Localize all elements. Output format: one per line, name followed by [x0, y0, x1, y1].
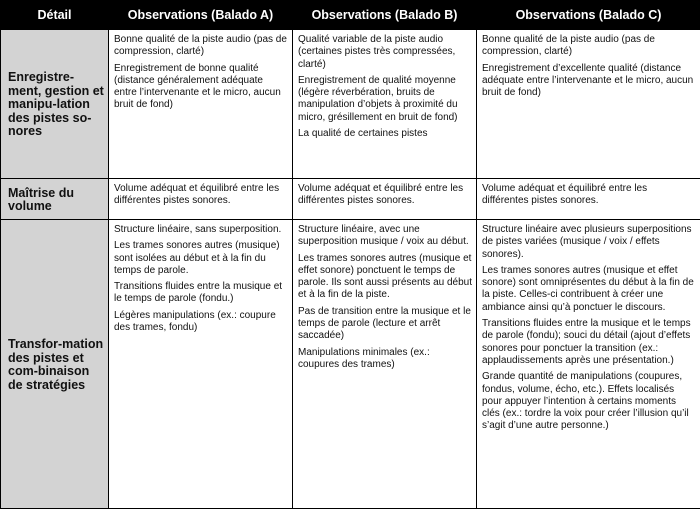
row-detail-label: Enregistre-ment, gestion et manipu-lation des pistes so-nores [1, 30, 109, 179]
cell-paragraph: Grande quantité de manipulations (coupures, fondus, volume, écho, etc.). Effets localisés pour appuyer l’intention à certains moments clés (ex.: tordre la voix pour créer l’illusion qu’il s’agit d’une autre personne.) [482, 371, 696, 432]
table-row [1, 179, 700, 220]
header-balado-c: Observations (Balado C) [477, 1, 700, 30]
cell-paragraph: Qualité variable de la piste audio (certaines pistes très compressées, clarté) [298, 34, 472, 71]
header-balado-a: Observations (Balado A) [109, 1, 293, 30]
header-detail: Détail [1, 1, 109, 30]
cell-balado-c [477, 220, 700, 509]
cell-paragraph: Les trames sonores autres (musique) sont isolées au début et à la fin du temps de parole. [114, 240, 288, 277]
row-detail-label: Maîtrise du volume [1, 179, 109, 220]
cell-paragraph: Les trames sonores autres (musique et effet sonore) sont omniprésentes du début à la fin de la piste. Celles-ci contribuent à créer une ambiance ainsi qu’à ponctuer le discours. [482, 265, 696, 314]
cell-paragraph: Volume adéquat et équilibré entre les différentes pistes sonores. [482, 183, 696, 208]
cell-paragraph: Pas de transition entre la musique et le temps de parole (lecture et arrêt saccadée) [298, 306, 472, 343]
cell-paragraph: Enregistrement de bonne qualité (distance généralement adéquate entre l’intervenante et le micro, aucun bruit de fond) [114, 63, 288, 112]
cell-paragraph: Les trames sonores autres (musique et effet sonore) ponctuent le temps de parole. Ils sont aussi présents au début et à la fin de la piste. [298, 253, 472, 302]
header-balado-b: Observations (Balado B) [293, 1, 477, 30]
cell-balado-b [293, 220, 477, 509]
cell-paragraph: La qualité de certaines pistes [298, 128, 472, 140]
cell-paragraph: Enregistrement de qualité moyenne (légère réverbération, bruits de manipulation d’objets à proximité du micro, grésillement en bruit de fond) [298, 75, 472, 124]
cell-paragraph: Légères manipulations (ex.: coupure des trames, fondu) [114, 310, 288, 335]
table-row [1, 30, 700, 179]
cell-paragraph: Transitions fluides entre la musique et le temps de parole (fondu.) [114, 281, 288, 306]
cell-balado-a [109, 179, 293, 220]
cell-balado-b [293, 179, 477, 220]
cell-paragraph: Volume adéquat et équilibré entre les différentes pistes sonores. [298, 183, 472, 208]
cell-paragraph: Structure linéaire, sans superposition. [114, 224, 288, 236]
cell-paragraph: Bonne qualité de la piste audio (pas de compression, clarté) [114, 34, 288, 59]
cell-paragraph: Manipulations minimales (ex.: coupures des trames) [298, 347, 472, 372]
cell-paragraph: Enregistrement d’excellente qualité (distance adéquate entre l’intervenante et le micro, aucun bruit de fond) [482, 63, 696, 100]
cell-paragraph: Volume adéquat et équilibré entre les différentes pistes sonores. [114, 183, 288, 208]
cell-balado-a [109, 30, 293, 179]
cell-paragraph: Structure linéaire, avec une superposition musique / voix au début. [298, 224, 472, 249]
cell-balado-a [109, 220, 293, 509]
cell-paragraph: Structure linéaire avec plusieurs superpositions de pistes variées (musique / voix / effets sonores). [482, 224, 696, 261]
cell-paragraph: Transitions fluides entre la musique et le temps de parole (fondu); souci du détail (ajout d’effets sonores pour ponctuer la transition (ex.: applaudissements après une présentation.) [482, 318, 696, 367]
cell-balado-c [477, 179, 700, 220]
cell-balado-c [477, 30, 700, 179]
header-row [1, 1, 700, 30]
cell-paragraph: Bonne qualité de la piste audio (pas de compression, clarté) [482, 34, 696, 59]
row-detail-label: Transfor-mation des pistes et com-binaison de stratégies [1, 220, 109, 509]
cell-balado-b [293, 30, 477, 179]
table-row [1, 220, 700, 509]
